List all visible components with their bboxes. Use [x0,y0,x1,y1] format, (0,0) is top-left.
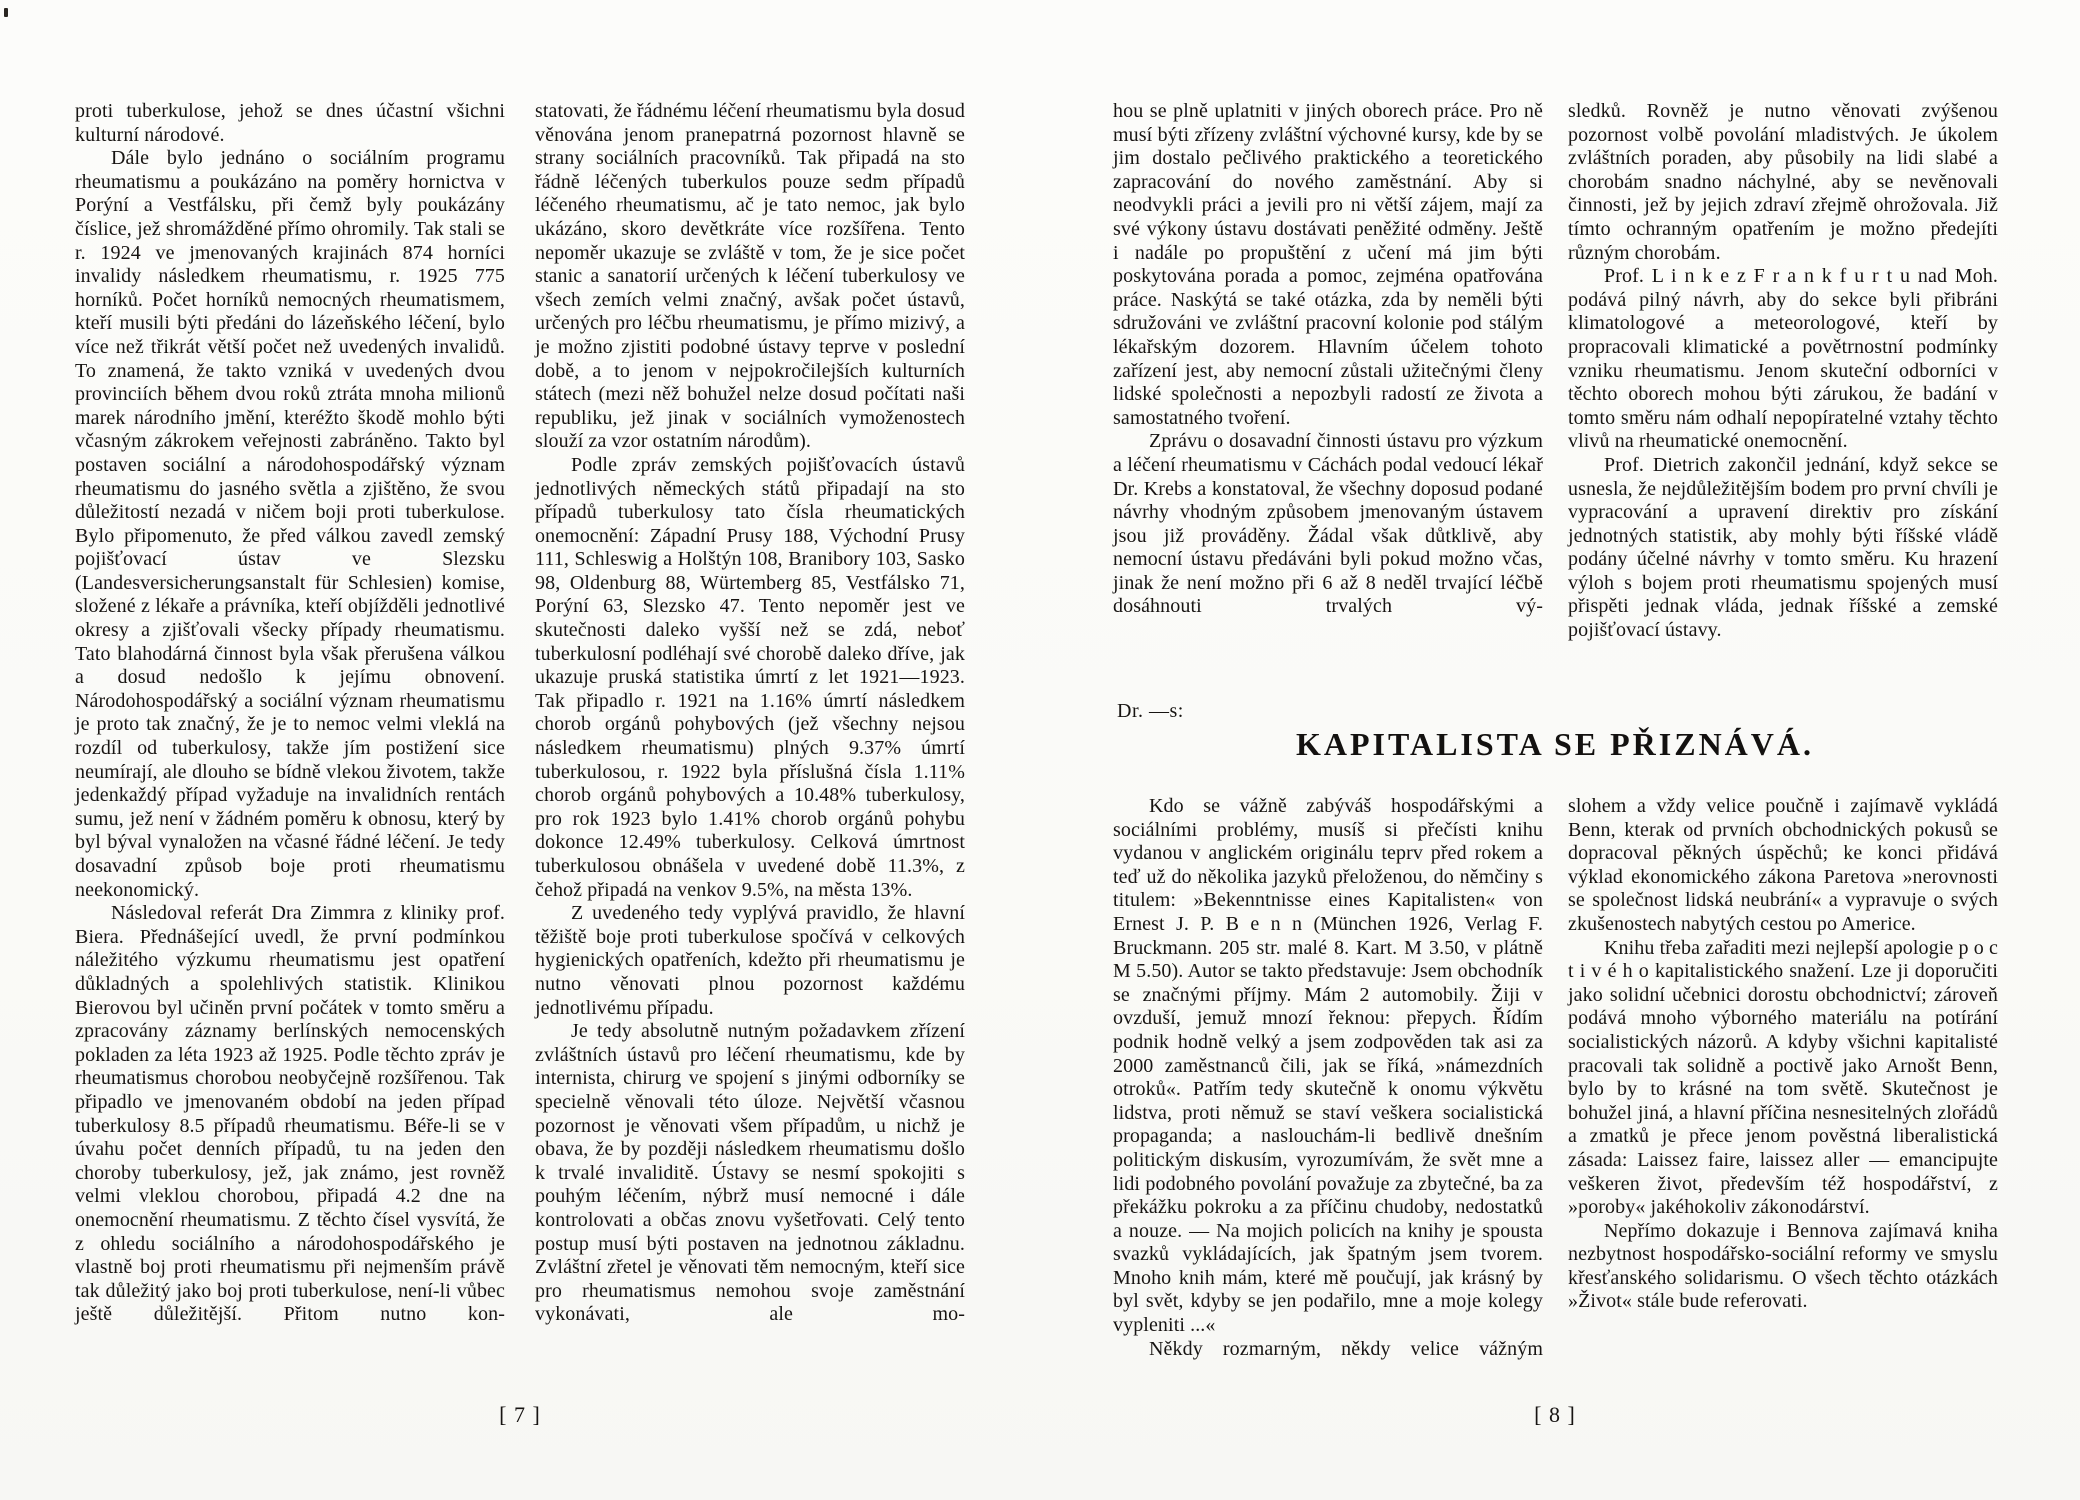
paragraph: Z uvedeného tedy vyplývá pravidlo, že hlavní těžiště boje proti tuberkulose spočívá v celkových hygienických opatřeních, kdežto při rheumatismu je nutno věnovati plnou pozornost každému jednotlivému případu. [535,902,965,1019]
paragraph: Kdo se vážně zabýváš hospodářskými a sociálními problémy, musíš si přečísti knihu vydanou v anglickém originálu teprv před rokem a teď už do několika jazyků přeloženou, do němčiny s titulem: »Bekenntnisse eines Kapitalisten« von Ernest J. P. B e n n (München 1926, Verlag F. Bruckmann. 205 str. malé 8. Kart. M 3.50, v plátně M 5.50). Autor se takto představuje: Jsem obchodník se značnými příjmy. Mám 2 automobily. Žiji v ovzduší, jemuž mnozí řeknou: přepych. Řídím podnik hodně velký a jsem zodpověden tak asi za 2000 zaměstnanců čili, jak se říká, »námezdních otroků«. Patřím tedy skutečně k onomu výkvětu lidstva, proti němuž se staví veškera socialistická propaganda; a naslouchám-li bedlivě dnešním politickým diskusím, vyrozumívám, že svět mne a lidi podobného povolání považuje za zbytečné, ba za překážku pokroku a za příčinu chudoby, nedostatků a nouze. — Na mojich policích na knihy je spousta svazků vykládajících, jak špatným jsem tvorem. Mnoho knih mám, které mě poučují, jak krásný by byl svět, kdyby se jen podařilo, mne a moje kolegy vypleniti ...« [1113,795,1543,1337]
page-number-7: [ 7 ] [499,1402,541,1427]
paragraph: Nepřímo dokazuje i Bennova zajímavá kniha nezbytnost hospodářsko-sociální reformy ve smyslu křesťanského solidarismu. O všech těchto otázkách »Život« stále bude referovati. [1568,1219,1998,1313]
paragraph: Prof. L i n k e z F r a n k f u r t u nad Moh. podává pilný návrh, aby do sekce byli přibráni klimatologové a meteorologové, kteří by propracovali klimatické a povětrnostní podmínky vzniku rheumatismu. Jenom skuteční odborníci v těchto oborech mohou býti zárukou, že badání v tomto směru nám odhalí nepopíratelné vztahy těchto vlivů na rheumatické onemocnění. [1568,265,1998,453]
article-heading: KAPITALISTA SE PŘIZNÁVÁ. [1295,726,1814,762]
paragraph: statovati, že řádnému léčení rheumatismu byla dosud věnována jenom pranepatrná pozornost hlavně se strany sociálních pracovníků. Tak připadá na sto řádně léčených tuberkulos pouze sedm případů léčeného rheumatismu, ač je tato nemoc, jak bylo ukázáno, skoro devětkráte více rozšířena. Tento nepoměr ukazuje se zvláště v tom, že je sice počet stanic a sanatorií určených k léčení tuberkulosy ve všech zemích velmi značný, avšak počet ústavů, určených pro léčbu rheumatismu, je přímo mizivý, a je možno zjistiti podobné ústavy teprve v poslední době, a to jenom v nejpokročilejších kulturních státech (mezi něž bohužel nelze dosud počítati naši republiku, jež jinak v sociálních vymoženostech slouží za vzor ostatním národům). [535,100,965,453]
paragraph: hou se plně uplatniti v jiných oborech práce. Pro ně musí býti zřízeny zvláštní výchovné kursy, kde by se jim dostalo pečlivého praktického a teoretického zapracování do nového zaměstnání. Aby si neodvykli práci a jevili pro ni větší zájem, mají za své výkony ústavu dostávati peněžité odměny. Ještě i nadále po propuštění z učení má jim býti poskytována porada a pomoc, zejména opatřována práce. Naskýtá se také otázka, zda by neměli býti sdružováni ve zvláštní pracovní kolonie pod stálým lékařským dozorem. Hlavním účelem tohoto zařízení jest, aby nemocní zůstali užitečnými členy lidské společnosti a nepozbyli radostí ze života a samostatného tvoření. [1113,100,1543,429]
page8-article2-column-1 [1113,795,1543,1361]
paragraph: Knihu třeba zařaditi mezi nejlepší apologie p o c t i v é h o kapitalistického snažení. Lze ji doporučiti jako solidní učebnici dorostu obchodnictví; zároveň podává mnoho výborného materiálu na potírání socialistických názorů. A kdyby všichni kapitalisté pracovali tak solidně a poctivě jako Arnošt Benn, bylo by to krásné na tom světě. Skutečnost je bohužel jiná, a hlavní příčina nesnesitelných zlořádů a zmatků je přece jenom pověstná liberalistická zásada: Laissez faire, laissez aller — emancipujte veškeren život, především též hospodářství, z »poroby« jakéhokoliv zákonodárství. [1568,936,1998,1219]
paragraph: sledků. Rovněž je nutno věnovati zvýšenou pozornost volbě povolání mladistvých. Je úkolem zvláštních poraden, aby působily na lidi slabé a chorobám snadno náchylné, aby se nevěnovali činnosti, jež by jejich zdraví zřejmě ohrožovala. Již tímto ochranným opatřením je možno předejíti různým chorobám. [1568,100,1998,264]
page-number-8: [ 8 ] [1534,1402,1576,1427]
author-byline: Dr. —s: [1117,700,1184,722]
paragraph: Někdy rozmarným, někdy velice vážným [1149,1337,1543,1360]
paragraph: Je tedy absolutně nutným požadavkem zřízení zvláštních ústavů pro léčení rheumatismu, kde by internista, chirurg ve spojení s jinými odborníky se specielně věnovali této úloze. Největší včasnou pozornost je věnovati všem případům, u nichž je obava, že by později následkem rheumatismu došlo k trvalé invaliditě. Ústavy se nesmí spokojiti s pouhým léčením, nýbrž musí nemocné i dále kontrolovati a občas znovu vyšetřovati. Celý tento postup musí býti postaven na jednotnou základnu. Zvláštní zřetel je věnovati těm nemocným, kteří sice pro rheumatismus nemohou svoje zaměstnání vykonávati, ale mo- [535,1020,965,1326]
paragraph: Zprávu o dosavadní činnosti ústavu pro výzkum a léčení rheumatismu v Cáchách podal vedoucí lékař Dr. Krebs a konstatoval, že všechny doposud podané návrhy vhodným způsobem jmenovaným ústavem jsou již prováděny. Žádal však důtklivě, aby nemocní ústavu předáváni byli pokud možno včas, jinak že není možno při 6 až 8 neděl trvající léčbě dosáhnouti trvalých vý- [1113,430,1543,618]
page8-article1-column-1 [1113,100,1543,619]
paragraph: Dále bylo jednáno o sociálním programu rheumatismu a poukázáno na poměry hornictva v Porýní a Vestfálsku, při čemž byly poukázány číslice, jež shromážděné přímo ohromily. Tak stali se r. 1924 ve jmenovaných krajinách 874 horníci invalidy následkem rheumatismu, r. 1925 775 horníků. Počet horníků nemocných rheumatismem, kteří musili býti předáni do lázeňského léčení, bylo více než třikrát větší počet než uvedených invalidů. To znamená, že takto vzniká v uvedených dvou provinciích během dvou roků ztráta mnoha milionů marek národního jmění, kteréžto škodě mohlo býti včasným zákrokem veřejnosti zabráněno. Takto byl postaven sociální a národohospodářský význam rheumatismu do jasného světla a zjištěno, že svou důležitostí nezadá v ničem boji proti tuberkulose. Bylo připomenuto, že před válkou zavedl zemský pojišťovací ústav ve Slezsku (Landesversicherungsanstalt für Schlesien) komise, složené z lékaře a právníka, kteří objížděli jednotlivé okresy a zjišťovali všecky případy rheumatismu. Tato blahodárná činnost byla však přerušena válkou a dosud nedošlo k jejímu obnovení. Národohospodářský a sociální význam rheumatismu je proto tak značný, že je to nemoc velmi vleklá na rozdíl od tuberkulosy, takže jím postižení sice neumírají, ale dlouho se bídně vlekou životem, takže jedenkaždý případ vyžaduje na invalidních rentách sumu, jež není v žádném poměru k obnosu, který by byl býval vynaložen na včasné řádné léčení. Je tedy dosavadní způsob boje proti rheumatismu neekonomický. [75,147,505,901]
page8-article2-column-2 [1568,795,1998,1314]
paragraph: Následoval referát Dra Zimmra z kliniky prof. Biera. Přednášející uvedl, že první podmínkou náležitého výzkumu rheumatismu jest opatření důkladných a spolehlivých statistik. Klinikou Bierovou byl učiněn první počátek v tomto směru a zpracovány záznamy berlínských nemocenských pokladen za léta 1923 až 1925. Podle těchto zpráv je rheumatismus chorobou neobyčejně rozšířenou. Tak připadlo ve jmenovaném období na jeden případ tuberkulosy 8.5 případů rheumatismu. Béře-li se v úvahu počet denních případů, tu na jeden den choroby tuberkulosy, jež, jak známo, jest rovněž velmi vleklou chorobou, připadá 4.2 dne na onemocnění rheumatismu. Z těchto čísel vysvítá, že z ohledu sociálního a národohospodářského je vlastně boj proti rheumatismu při nejmenším právě tak důležitý jako boj proti tuberkulose, není-li vůbec ještě důležitější. Přitom nutno kon- [75,902,505,1326]
paragraph: Podle zpráv zemských pojišťovacích ústavů jednotlivých německých států připadají na sto případů tuberkulosy tato čísla rheumatických onemocnění: Západní Prusy 188, Východní Prusy 111, Schleswig a Holštýn 108, Branibory 103, Sasko 98, Oldenburg 88, Würtemberg 85, Vestfálsko 71, Porýní 63, Slezsko 47. Tento nepoměr jest ve skutečnosti daleko vyšší než se zdá, neboť tuberkulosní podléhají své chorobě daleko dříve, jak ukazuje pruská statistika úmrtí z let 1921—1923. Tak připadlo r. 1921 na 1.16% úmrtí následkem chorob orgánů pohybových (jež všechny nejsou následkem rheumatismu) plných 9.37% úmrtí tuberkulosou, r. 1922 byla příslušná čísla 1.11% chorob orgánů pohybových a 10.48% tuberkulosy, pro rok 1923 bylo 1.41% chorob orgánů pohybu dokonce 12.49% tuberkulosy. Celková úmrtnost tuberkulosou obnášela v uvedené době 11.3%, z čehož připadá na venkov 9.5%, na města 13%. [535,453,965,901]
paragraph: Prof. Dietrich zakončil jednání, když sekce se usnesla, že nejdůležitějším bodem pro první chvíli je vypracování a upravení direktiv pro získání jednotných statistik, aby mohly býti říšské vládě podány účelné návrhy v tomto směru. Ku hrazení výloh s bojem proti rheumatismu spojených musí přispěti jednak vláda, jednak říšské a zemské pojišťovací ústavy. [1568,453,1998,642]
page8-article1-column-2 [1568,100,1998,643]
paragraph: proti tuberkulose, jehož se dnes účastní všichni kulturní národové. [75,100,505,146]
paragraph: slohem a vždy velice poučně i zajímavě vykládá Benn, kterak od prvních obchodnických pokusů se dopracoval pěkných úspěchů; ke konci přidává výklad ekonomického zákona Paretova »nerovnosti se společnost lidská neubrání« a vypravuje o svých zkušenostech nabytých cestou po Americe. [1568,795,1998,935]
